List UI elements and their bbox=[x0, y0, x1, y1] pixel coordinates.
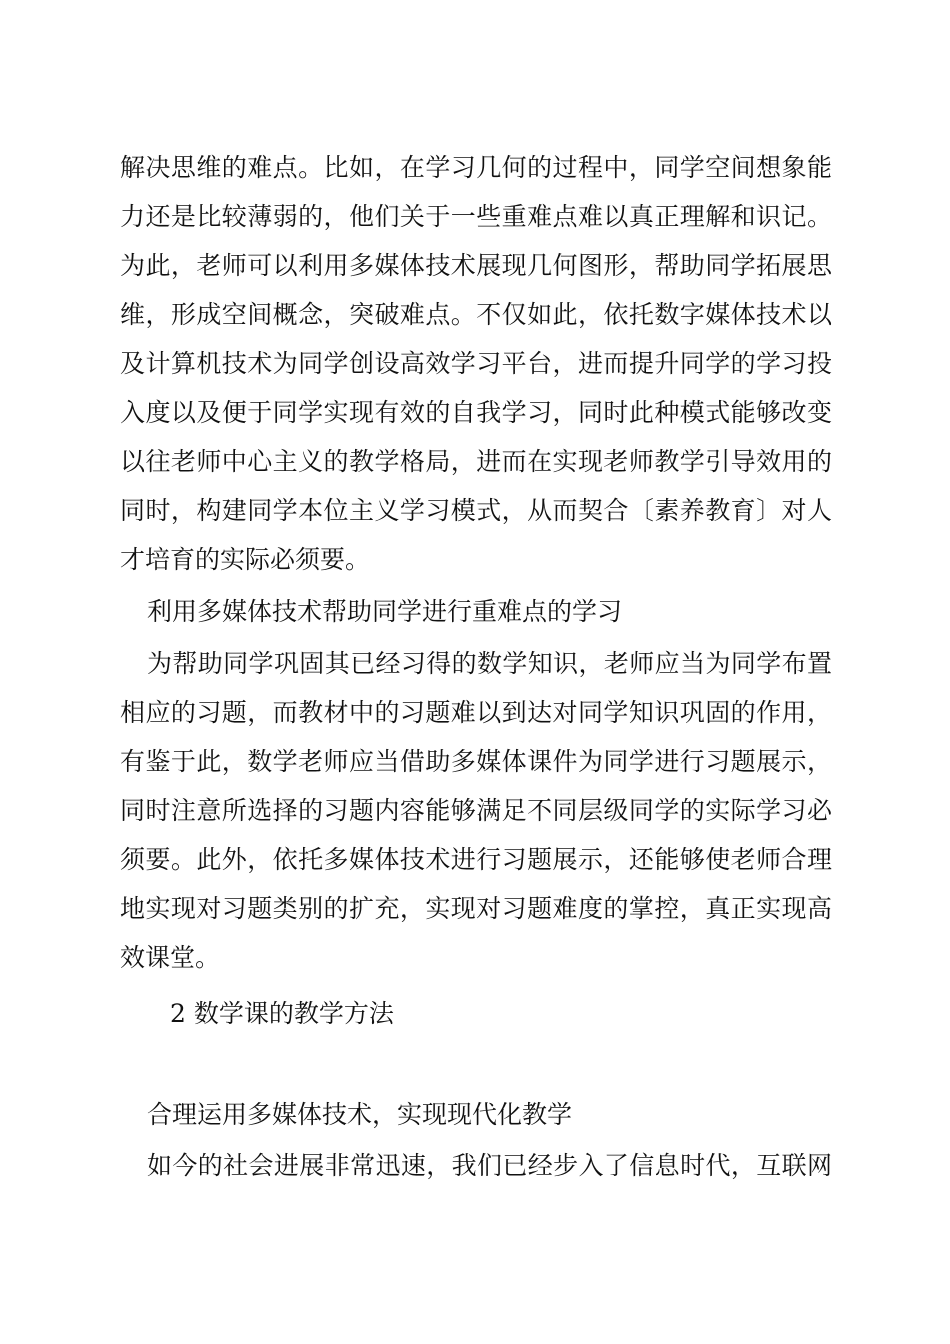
body-line: 入度以及便于同学实现有效的自我学习，同时此种模式能够改变 bbox=[120, 398, 832, 427]
body-line: 同时注意所选择的习题内容能够满足不同层级同学的实际学习必 bbox=[120, 796, 832, 825]
subheading: 合理运用多媒体技术，实现现代化教学 bbox=[147, 1100, 573, 1129]
body-line: 同时，构建同学本位主义学习模式，从而契合〔素养教育〕对人 bbox=[120, 496, 832, 525]
body-line: 效课堂。 bbox=[120, 943, 221, 972]
section-heading: 2 数学课的教学方法 bbox=[170, 999, 394, 1028]
body-line: 须要。此外，依托多媒体技术进行习题展示，还能够使老师合理 bbox=[120, 845, 832, 874]
body-line: 为此，老师可以利用多媒体技术展现几何图形，帮助同学拓展思 bbox=[120, 251, 832, 280]
body-line: 及计算机技术为同学创设高效学习平台，进而提升同学的学习投 bbox=[120, 349, 832, 378]
body-line: 如今的社会进展非常迅速，我们已经步入了信息时代，互联网 bbox=[147, 1151, 832, 1180]
body-line: 相应的习题，而教材中的习题难以到达对同学知识巩固的作用， bbox=[120, 698, 832, 727]
body-line: 解决思维的难点。比如，在学习几何的过程中，同学空间想象能 bbox=[120, 153, 832, 182]
body-line: 为帮助同学巩固其已经习得的数学知识，老师应当为同学布置 bbox=[147, 649, 832, 678]
body-line: 才培育的实际必须要。 bbox=[120, 545, 371, 574]
subheading: 利用多媒体技术帮助同学进行重难点的学习 bbox=[147, 597, 623, 626]
body-line: 力还是比较薄弱的，他们关于一些重难点难以真正理解和识记。 bbox=[120, 202, 832, 231]
body-line: 维，形成空间概念，突破难点。不仅如此，依托数字媒体技术以 bbox=[120, 300, 832, 329]
body-line: 地实现对习题类别的扩充，实现对习题难度的掌控，真正实现高 bbox=[120, 894, 832, 923]
body-line: 有鉴于此，数学老师应当借助多媒体课件为同学进行习题展示， bbox=[120, 747, 832, 776]
body-line: 以往老师中心主义的教学格局，进而在实现老师教学引导效用的 bbox=[120, 447, 832, 476]
